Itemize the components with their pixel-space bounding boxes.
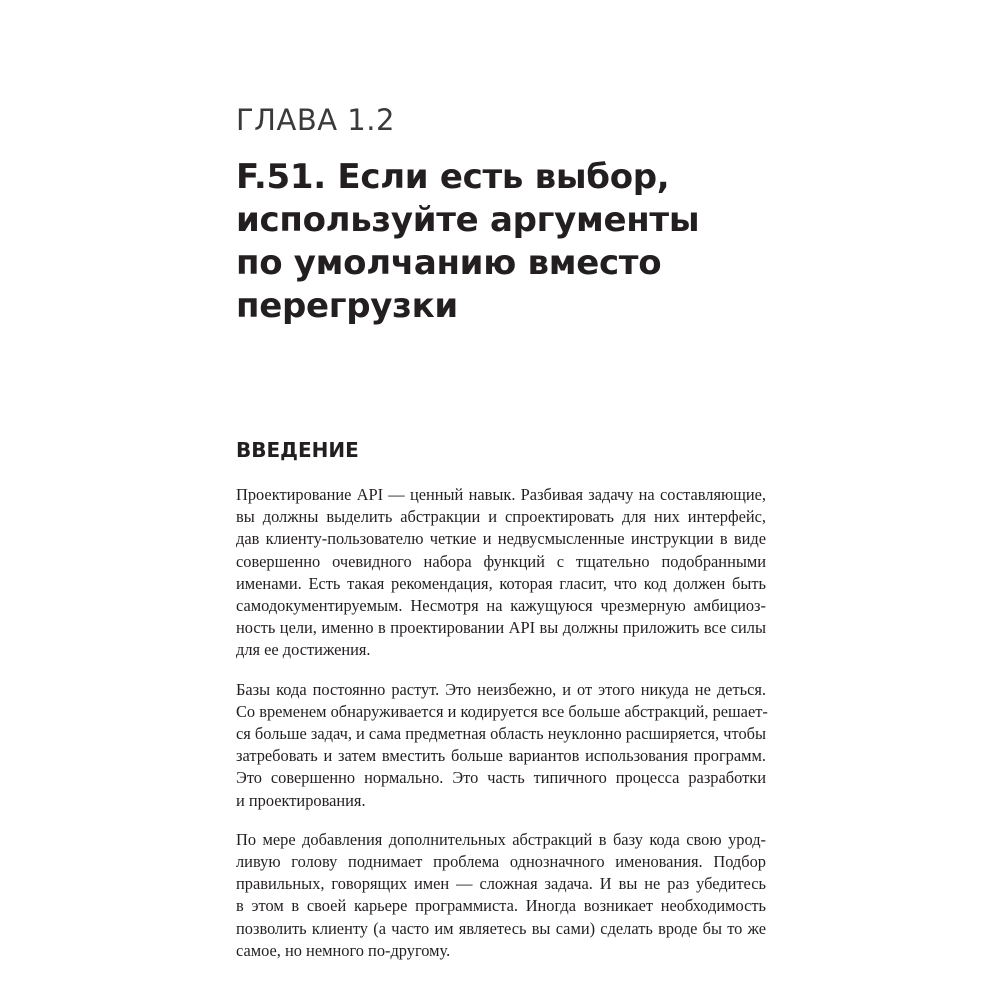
text-line: позволить клиенту (а часто им являетесь вы сами) сделать вроде бы то же <box>236 918 766 938</box>
text-line: именами. Есть такая рекомендация, которая гласит, что код должен быть <box>236 573 766 593</box>
paragraph <box>236 484 766 662</box>
text-line: По мере добавления дополнительных абстракций в базу кода свою урод- <box>236 829 766 849</box>
chapter-title-line: используйте аргументы <box>236 200 700 240</box>
paragraph <box>236 679 766 812</box>
chapter-title <box>236 156 796 328</box>
paragraph <box>236 829 766 962</box>
text-line: ность цели, именно в проектировании API вы должны приложить все силы <box>236 618 766 638</box>
text-line: Это совершенно нормально. Это часть типичного процесса разработки <box>236 768 766 788</box>
text-line: Со временем обнаруживается и кодируется все больше абстракций, решает- <box>236 701 768 721</box>
text-line: в этом в своей карьере программиста. Иногда возникает необходимость <box>236 896 766 916</box>
text-line: самое, но немного по-другому. <box>236 940 451 960</box>
text-line: затребовать и затем вместить больше вариантов использования программ. <box>236 746 766 766</box>
text-line: Проектирование API — ценный навык. Разбивая задачу на составляющие, <box>236 485 766 504</box>
section-heading: ВВЕДЕНИЕ <box>236 438 359 462</box>
text-line: ся больше задач, и сама предметная область неуклонно расширяется, чтобы <box>236 724 766 744</box>
text-line: ливую голову поднимает проблема однозначного именования. Подбор <box>236 852 766 872</box>
chapter-label: ГЛАВА 1.2 <box>236 103 395 137</box>
text-line: вы должны выделить абстракции и спроектировать для них интерфейс, <box>236 507 766 527</box>
text-line: самодокументируемым. Несмотря на кажущуюся чрезмерную амбициоз- <box>236 596 766 616</box>
text-line: для ее достижения. <box>236 640 371 660</box>
text-line: Базы кода постоянно растут. Это неизбежно, и от этого никуда не деться. <box>236 679 766 699</box>
chapter-title-line: перегрузки <box>236 286 458 326</box>
text-line: правильных, говорящих имен — сложная задача. И вы не раз убедитесь <box>236 874 766 894</box>
text-line: дав клиенту-пользователю четкие и недвусмысленные инструкции в виде <box>236 529 766 549</box>
body-text <box>236 484 766 979</box>
text-line: совершенно очевидного набора функций с тщательно подобранными <box>236 551 766 571</box>
text-line: и проектирования. <box>236 790 366 810</box>
chapter-title-line: F.51. Если есть выбор, <box>236 157 670 197</box>
chapter-title-line: по умолчанию вместо <box>236 243 662 283</box>
